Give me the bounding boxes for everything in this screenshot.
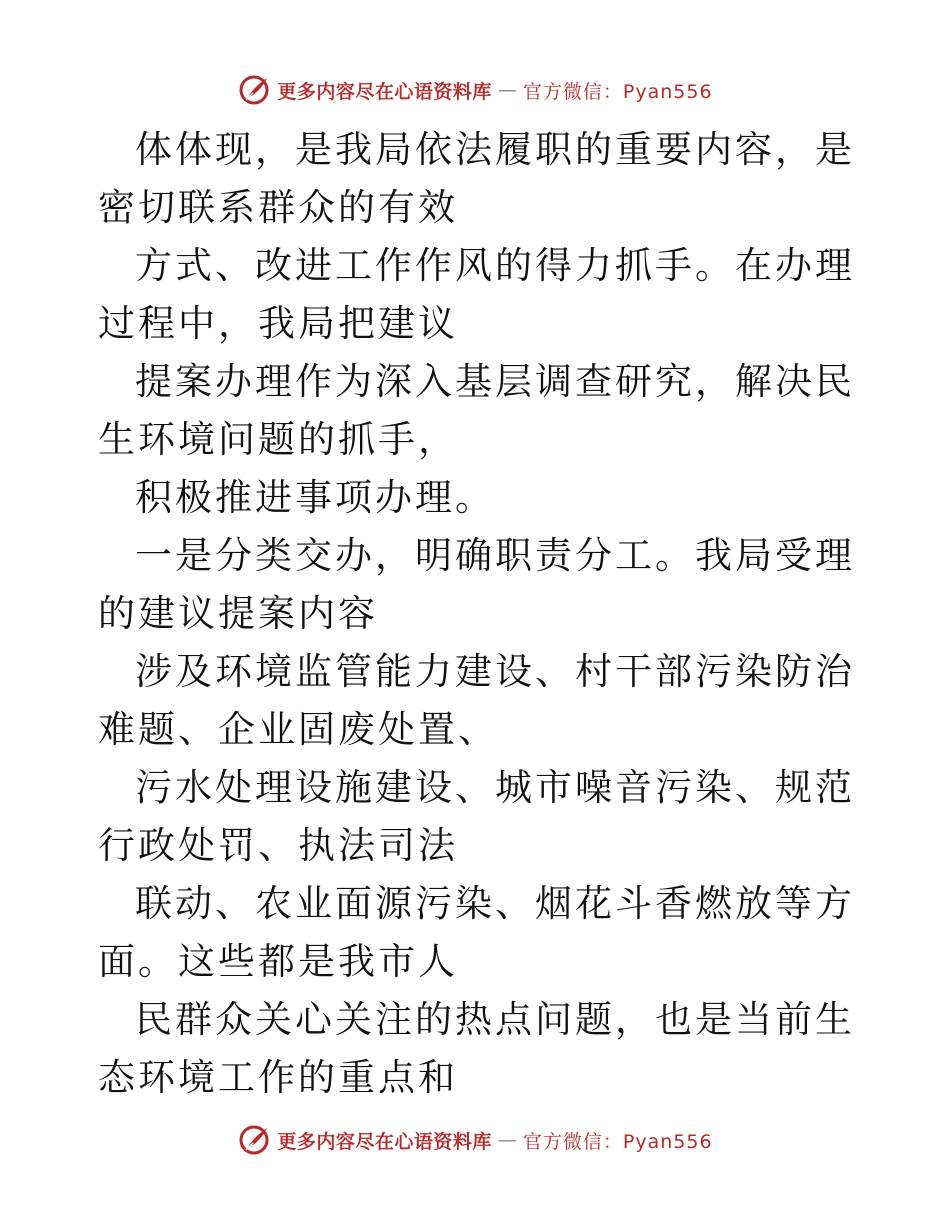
- paragraph-9: 民群众关心关注的热点问题，也是当前生态环境工作的重点和: [98, 998, 855, 1099]
- paragraph-8: 联动、农业面源污染、烟花斗香燃放等方面。这些都是我市人: [98, 882, 855, 983]
- footer-banner-separator: —: [497, 1129, 517, 1151]
- paragraph-3: 提案办理作为深入基层调查研究，解决民生环境问题的抓手，: [98, 360, 855, 461]
- feather-pen-logo-icon: [237, 73, 271, 107]
- paragraph-4: 积极推进事项办理。: [135, 476, 495, 519]
- footer-banner-brand: 更多内容尽在心语资料库: [277, 1130, 492, 1153]
- paragraph-1: 体体现，是我局依法履职的重要内容，是密切联系群众的有效: [98, 128, 855, 229]
- header-banner-brand: 更多内容尽在心语资料库: [277, 80, 492, 103]
- feather-pen-logo-icon: [237, 1123, 271, 1157]
- header-banner-separator: —: [497, 79, 517, 101]
- footer-banner-contact: 官方微信：Pyan556: [522, 1130, 713, 1153]
- paragraph-7: 污水处理设施建设、城市噪音污染、规范行政处罚、执法司法: [98, 766, 855, 867]
- header-banner: [0, 70, 950, 110]
- paragraph-5: 一是分类交办，明确职责分工。我局受理的建议提案内容: [98, 534, 855, 635]
- footer-banner: [0, 1120, 950, 1160]
- paragraph-2: 方式、改进工作作风的得力抓手。在办理过程中，我局把建议: [98, 244, 855, 345]
- header-banner-contact: 官方微信：Pyan556: [522, 80, 713, 103]
- paragraph-6: 涉及环境监管能力建设、村干部污染防治难题、企业固废处置、: [98, 650, 855, 751]
- document-body: [98, 121, 858, 1107]
